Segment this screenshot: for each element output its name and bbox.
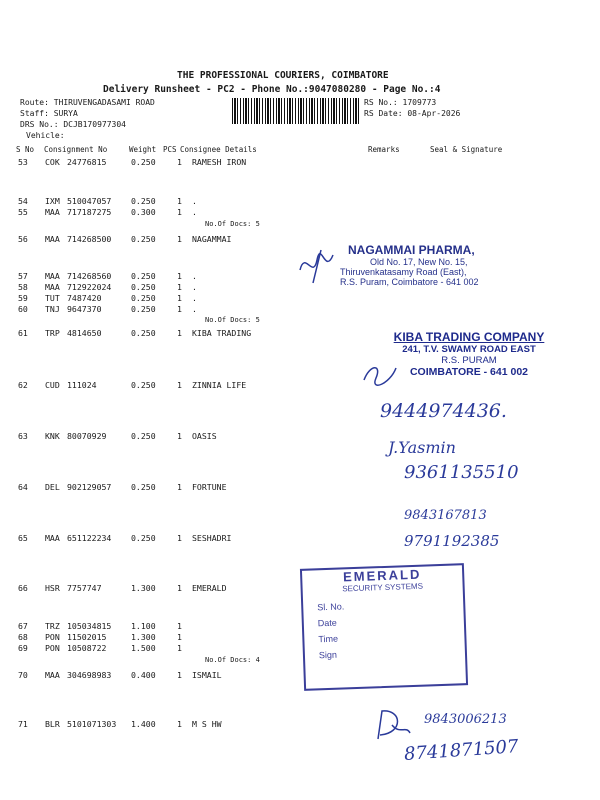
- row-consignee: KIBA TRADING: [192, 328, 252, 338]
- col-pcs: PCS: [163, 145, 177, 154]
- stamp-name: KIBA TRADING COMPANY: [393, 330, 545, 344]
- row-sno: 58: [18, 282, 28, 292]
- row-consignment: 714268500: [67, 234, 112, 244]
- row-consignment: 4814650: [67, 328, 102, 338]
- row-sno: 57: [18, 271, 28, 281]
- row-consignment: 80070929: [67, 431, 107, 441]
- row-pcs: 1: [177, 157, 182, 167]
- row-weight: 0.250: [131, 533, 156, 543]
- row-consignee: M S HW: [192, 719, 222, 729]
- row-pcs: 1: [177, 196, 182, 206]
- row-prefix: CUD: [45, 380, 60, 390]
- handwritten-phone: 9791192385: [404, 532, 500, 550]
- row-pcs: 1: [177, 234, 182, 244]
- stamp-line: 241, T.V. SWAMY ROAD EAST: [402, 344, 536, 355]
- row-consignment: 712922024: [67, 282, 112, 292]
- row-consignment: 24776815: [67, 157, 107, 167]
- row-sno: 60: [18, 304, 28, 314]
- row-prefix: KNK: [45, 431, 60, 441]
- table-row: [0, 719, 600, 731]
- row-consignment: 714268560: [67, 271, 112, 281]
- row-consignment: 304698983: [67, 670, 112, 680]
- row-weight: 0.400: [131, 670, 156, 680]
- row-weight: 0.250: [131, 431, 156, 441]
- row-sno: 63: [18, 431, 28, 441]
- row-consignee: .: [192, 196, 197, 206]
- row-consignment: 651122234: [67, 533, 112, 543]
- row-weight: 0.250: [131, 482, 156, 492]
- row-consignee: ZINNIA LIFE: [192, 380, 247, 390]
- row-sno: 66: [18, 583, 28, 593]
- row-weight: 0.250: [131, 282, 156, 292]
- stamp-field: Time: [318, 633, 339, 645]
- row-weight: 0.300: [131, 207, 156, 217]
- row-sno: 65: [18, 533, 28, 543]
- row-weight: 1.500: [131, 643, 156, 653]
- row-weight: 0.250: [131, 196, 156, 206]
- row-weight: 0.250: [131, 304, 156, 314]
- row-consignment: 10508722: [67, 643, 107, 653]
- stamp-field: Date: [317, 617, 338, 629]
- row-consignee: OASIS: [192, 431, 217, 441]
- handwritten-phone: 8741871507: [403, 736, 520, 765]
- row-consignee: NAGAMMAI: [192, 234, 232, 244]
- stamp-line: R.S. Puram, Coimbatore - 641 002: [340, 277, 479, 287]
- row-pcs: 1: [177, 207, 182, 217]
- row-sno: 71: [18, 719, 28, 729]
- col-consignment: Consignment No: [44, 145, 108, 154]
- row-pcs: 1: [177, 643, 182, 653]
- handwritten-phone: 9843006213: [424, 712, 507, 727]
- row-prefix: MAA: [45, 670, 60, 680]
- emerald-stamp: [300, 563, 468, 691]
- row-consignment: 111024: [67, 380, 97, 390]
- rs-number: RS No.: 1709773: [364, 98, 437, 107]
- row-weight: 1.100: [131, 621, 156, 631]
- row-sno: 64: [18, 482, 28, 492]
- handwritten-name: J.Yasmin: [388, 438, 456, 457]
- staff: Staff: SURYA: [20, 109, 78, 118]
- row-prefix: MAA: [45, 271, 60, 281]
- stamp-field: Sign: [318, 649, 338, 661]
- row-sno: 59: [18, 293, 28, 303]
- table-row: [0, 157, 600, 169]
- vehicle: Vehicle:: [26, 131, 65, 140]
- table-row: [0, 304, 600, 316]
- stamp-name: EMERALD: [342, 566, 422, 585]
- row-weight: 0.250: [131, 157, 156, 167]
- col-consignee: Consignee Details: [180, 145, 257, 154]
- row-consignment: 7757747: [67, 583, 102, 593]
- row-weight: 0.250: [131, 380, 156, 390]
- row-consignee: SESHADRI: [192, 533, 232, 543]
- row-pcs: 1: [177, 482, 182, 492]
- col-sno: S No: [16, 145, 35, 154]
- stamp-line: R.S. PURAM: [441, 355, 497, 366]
- signature-scribble: [360, 360, 400, 390]
- stamp-field: Sl. No.: [317, 601, 345, 613]
- row-pcs: 1: [177, 583, 182, 593]
- row-consignment: 5101071303: [67, 719, 117, 729]
- doc-count: No.Of Docs: 5: [205, 316, 260, 324]
- row-consignment: 7487420: [67, 293, 102, 303]
- kiba-stamp: [384, 330, 554, 378]
- row-consignee: ISMAIL: [192, 670, 222, 680]
- barcode: [232, 98, 360, 124]
- stamp-line: Thiruvenkatasamy Road (East),: [340, 267, 467, 277]
- row-pcs: 1: [177, 304, 182, 314]
- row-consignee: .: [192, 271, 197, 281]
- column-headers: [0, 145, 600, 157]
- row-sno: 55: [18, 207, 28, 217]
- row-prefix: IXM: [45, 196, 60, 206]
- row-consignment: 11502015: [67, 632, 107, 642]
- row-consignment: 105034815: [67, 621, 112, 631]
- nagammai-stamp: [340, 243, 479, 287]
- row-weight: 0.250: [131, 328, 156, 338]
- signature-scribble: [372, 705, 412, 745]
- row-sno: 70: [18, 670, 28, 680]
- row-consignee: RAMESH IRON: [192, 157, 247, 167]
- row-prefix: PON: [45, 643, 60, 653]
- row-weight: 1.300: [131, 583, 156, 593]
- table-row: [0, 431, 600, 443]
- row-prefix: COK: [45, 157, 60, 167]
- row-consignment: 717187275: [67, 207, 112, 217]
- row-prefix: BLR: [45, 719, 60, 729]
- table-row: [0, 207, 600, 219]
- stamp-line: Old No. 17, New No. 15,: [370, 257, 468, 267]
- row-pcs: 1: [177, 621, 182, 631]
- table-row: [0, 643, 600, 655]
- row-pcs: 1: [177, 271, 182, 281]
- handwritten-phone: 9361135510: [404, 462, 519, 483]
- row-pcs: 1: [177, 719, 182, 729]
- row-weight: 0.250: [131, 293, 156, 303]
- row-prefix: MAA: [45, 234, 60, 244]
- row-sno: 67: [18, 621, 28, 631]
- row-prefix: MAA: [45, 207, 60, 217]
- doc-count: No.Of Docs: 4: [205, 656, 260, 664]
- row-sno: 53: [18, 157, 28, 167]
- stamp-line: COIMBATORE - 641 002: [409, 366, 529, 378]
- row-pcs: 1: [177, 328, 182, 338]
- row-pcs: 1: [177, 293, 182, 303]
- row-consignee: .: [192, 282, 197, 292]
- row-prefix: TNJ: [45, 304, 60, 314]
- runsheet-subtitle: Delivery Runsheet - PC2 - Phone No.:9047080280 - Page No.:4: [103, 84, 441, 95]
- row-consignment: 9647370: [67, 304, 102, 314]
- stamp-line: SECURITY SYSTEMS: [342, 581, 424, 594]
- row-pcs: 1: [177, 431, 182, 441]
- stamp-name: NAGAMMAI PHARMA,: [348, 243, 475, 257]
- row-prefix: MAA: [45, 282, 60, 292]
- table-row: [0, 482, 600, 494]
- row-prefix: TRP: [45, 328, 60, 338]
- row-pcs: 1: [177, 632, 182, 642]
- row-prefix: PON: [45, 632, 60, 642]
- row-sno: 69: [18, 643, 28, 653]
- row-consignment: 510047057: [67, 196, 112, 206]
- table-row: [0, 670, 600, 682]
- handwritten-phone: 9444974436.: [380, 400, 507, 422]
- row-weight: 1.300: [131, 632, 156, 642]
- row-consignee: EMERALD: [192, 583, 227, 593]
- row-prefix: TRZ: [45, 621, 60, 631]
- col-weight: Weight: [129, 145, 157, 154]
- row-weight: 0.250: [131, 234, 156, 244]
- col-seal: Seal & Signature: [430, 145, 503, 154]
- rs-date: RS Date: 08-Apr-2026: [364, 109, 461, 118]
- row-prefix: HSR: [45, 583, 60, 593]
- row-weight: 0.250: [131, 271, 156, 281]
- row-sno: 68: [18, 632, 28, 642]
- row-pcs: 1: [177, 670, 182, 680]
- row-pcs: 1: [177, 533, 182, 543]
- signature-scribble: [295, 245, 345, 285]
- row-prefix: TUT: [45, 293, 60, 303]
- row-consignee: .: [192, 293, 197, 303]
- table-row: [0, 533, 600, 545]
- row-sno: 56: [18, 234, 28, 244]
- row-consignee: .: [192, 207, 197, 217]
- row-sno: 62: [18, 380, 28, 390]
- col-remarks: Remarks: [368, 145, 400, 154]
- row-consignee: .: [192, 304, 197, 314]
- row-weight: 1.400: [131, 719, 156, 729]
- row-consignee: FORTUNE: [192, 482, 227, 492]
- row-prefix: DEL: [45, 482, 60, 492]
- table-row: [0, 380, 600, 392]
- route: Route: THIRUVENGADASAMI ROAD: [20, 98, 155, 107]
- row-consignment: 902129057: [67, 482, 112, 492]
- handwritten-phone: 9843167813: [404, 508, 487, 523]
- company-title: THE PROFESSIONAL COURIERS, COIMBATORE: [177, 70, 389, 81]
- doc-count: No.Of Docs: 5: [205, 220, 260, 228]
- row-prefix: MAA: [45, 533, 60, 543]
- drs-number: DRS No.: DCJB170977304: [20, 120, 126, 129]
- row-sno: 61: [18, 328, 28, 338]
- row-sno: 54: [18, 196, 28, 206]
- row-pcs: 1: [177, 282, 182, 292]
- row-pcs: 1: [177, 380, 182, 390]
